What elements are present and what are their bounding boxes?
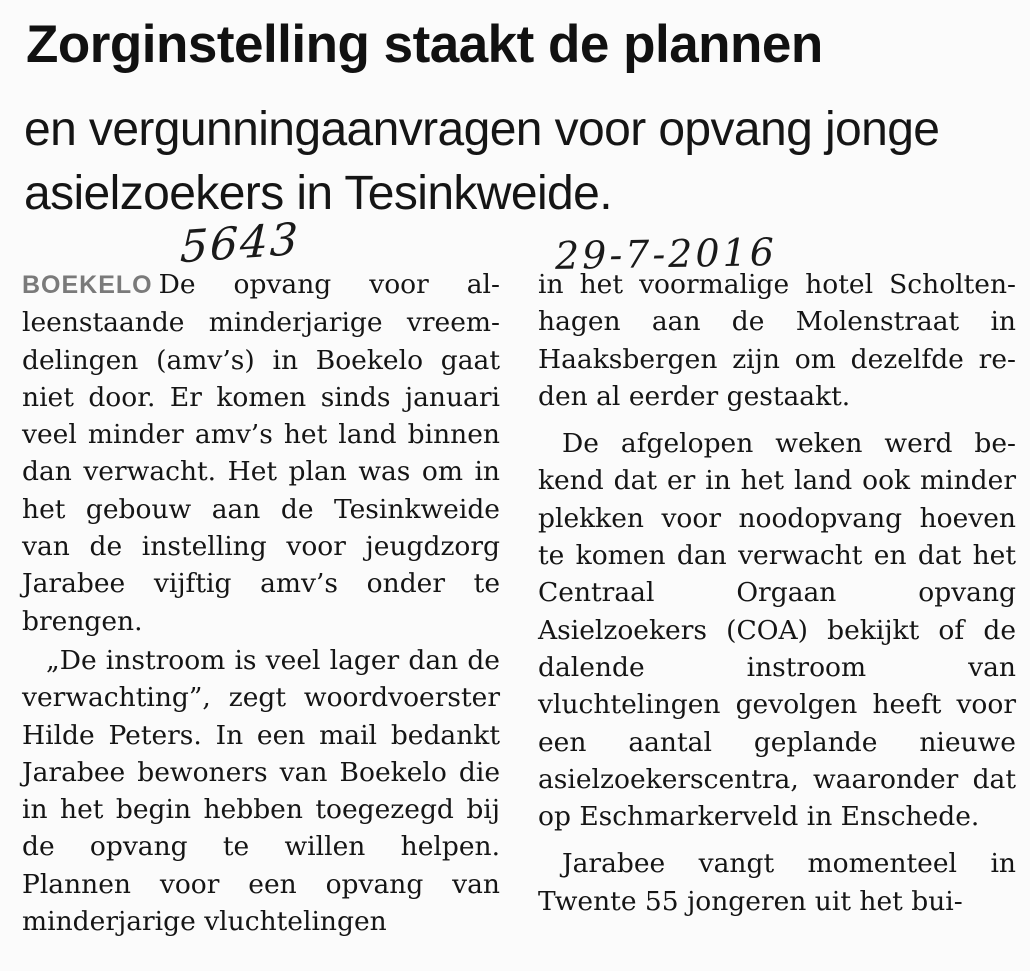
paragraph-text: De opvang voor alleenstaande minderjarige vreemdelingen (amv’s) in Boekelo gaat niet door. Er komen sinds januari veel minder amv’s het land binnen dan verwacht. Het plan was om in het gebouw aan de Tesinkweide van de instelling voor jeugdzorg Jarabee vijftig amv’s onder te brengen. (22, 269, 500, 637)
article-paragraph: Jarabee vangt momenteel in Twente 55 jongeren uit het bui- (538, 848, 1016, 917)
article-column-left (22, 266, 500, 940)
headline: Zorginstelling staakt de plannen (26, 15, 823, 74)
subheadline: en vergunningaanvragen voor opvang jonge asielzoekers in Tesinkweide. (24, 103, 940, 220)
article-paragraph: in het voormalige hotel Scholtenhagen aan de Molenstraat in Haaksbergen zijn om dezelfde reden al eerder gestaakt. (538, 269, 1016, 412)
handwritten-date: 29-7-2016 (554, 230, 778, 278)
handwritten-number: 5643 (179, 213, 301, 274)
article-paragraph: „De instroom is veel lager dan de verwachting”, zegt woordvoerster Hilde Peters. In een mail bedankt Jarabee bewoners van Boekelo die in het begin hebben toegezegd bij de opvang te willen helpen. Plannen voor een opvang van minderjarige vluchtelingen (22, 644, 500, 938)
dateline: BOEKELO (22, 271, 153, 299)
article-column-right (538, 266, 1016, 920)
article-paragraph (22, 266, 500, 640)
article-paragraph: De afgelopen weken werd bekend dat er in het land ook minder plekken voor noodopvang hoeven te komen dan verwacht en dat het Centraal Orgaan opvang Asielzoekers (COA) bekijkt of de dalende instroom van vluchtelingen gevolgen heeft voor een aantal geplande nieuwe asielzoekerscentra, waaronder dat op Eschmarkerveld in Enschede. (538, 428, 1016, 833)
